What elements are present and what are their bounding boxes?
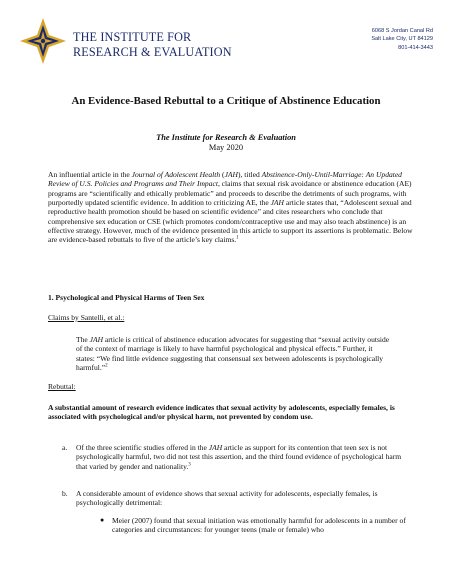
quote-text: article is critical of abstinence education advocates for suggesting that “sexual activity outside of the context of marriage is likely to have harmful psychological and physical effects.” Further, it states: “We find little evidence suggesting that consensual sex between adolescents is psychologically harmful.” xyxy=(76,335,390,373)
institute-logo xyxy=(19,17,67,65)
journal-abbrev: JAH xyxy=(89,335,104,344)
address-city: Salt Lake City, UT 84129 xyxy=(371,36,433,43)
claims-label: Claims by Santelli, et al.: xyxy=(48,313,125,322)
list-marker: b. xyxy=(62,489,68,498)
organization-address xyxy=(371,27,433,52)
intro-paragraph xyxy=(48,170,414,245)
byline-institute: The Institute for Research & Evaluation xyxy=(156,133,296,142)
intro-text: ), titled xyxy=(237,170,262,179)
bullet-item xyxy=(100,516,414,535)
document-date: May 2020 xyxy=(208,142,244,152)
diamond-starburst-logo-icon xyxy=(19,17,67,65)
journal-abbrev: JAH xyxy=(224,170,238,179)
section-heading: 1. Psychological and Physical Harms of Teen Sex xyxy=(48,293,205,302)
intro-text: , claims that sexual risk avoidance or abstinence education (AE) programs are “scientifically and ethically problematic” and proceeds to describe the detriments of such programs, with purportedly updated scientific evidence. In addition to criticizing AE, the xyxy=(48,179,412,208)
footnote-ref: 1 xyxy=(236,235,239,241)
intro-text: article states that, “Adolescent sexual and reproductive health promotion should be based on scientific evidence” and cites researchers who conclude that comprehensive sex education or CSE (which promotes condom/contraceptive use and may also teach abstinence) is an effective strategy. However, much of the evidence presented in this article to support its assertions is problematic. Below are evidence-based rebuttals to five of the article’s key claims. xyxy=(48,198,413,245)
list-marker: a. xyxy=(62,443,68,452)
phone-number: 801-414-3443 xyxy=(398,44,433,51)
document-title: An Evidence-Based Rebuttal to a Critique of Abstinence Education xyxy=(71,95,381,107)
organization-name xyxy=(73,30,232,59)
journal-name: Journal of Adolescent Health xyxy=(131,170,221,179)
list-item-text: A considerable amount of evidence shows that sexual activity for adolescents, especially females, is psychologically detrimental: xyxy=(76,489,378,508)
footnote-ref: 3 xyxy=(188,462,191,468)
intro-text: ( xyxy=(220,170,225,179)
org-name-line1: THE INSTITUTE FOR xyxy=(73,30,192,44)
intro-text: An influential article in the xyxy=(48,170,132,179)
journal-abbrev: JAH xyxy=(270,198,284,208)
quote-text: The xyxy=(76,335,90,344)
list-item xyxy=(62,443,414,471)
address-street: 6068 S Jordan Canal Rd xyxy=(371,28,433,34)
bullet-text: Meier (2007) found that sexual initiation was emotionally harmful for adolescents in a number of categories and circumstances: for younger teens (male or female) who xyxy=(112,516,406,535)
document-byline xyxy=(0,133,452,152)
rebuttal-thesis: A substantial amount of research evidence indicates that sexual activity by adolescents, especially females, is associated with psychological and/or physical harm, not prevented by condom use. xyxy=(48,403,395,422)
bullet-marker: ● xyxy=(100,516,105,524)
item-text: article as support for its contention that teen sex is not psychologically harmful, two did not test this assertion, and the third found evidence of psychological harm that varied by gender and nationality. xyxy=(76,443,402,471)
journal-abbrev: JAH xyxy=(208,443,223,452)
rebuttal-label: Rebuttal: xyxy=(48,382,76,391)
org-name-line2: RESEARCH & EVALUATION xyxy=(73,44,232,59)
list-item xyxy=(62,489,414,508)
list-item-text xyxy=(76,443,414,471)
claim-quote xyxy=(76,335,392,372)
item-text: Of the three scientific studies offered in the xyxy=(76,443,209,452)
article-title: Abstinence-Only-Until-Marriage: An Updated Review of U.S. Policies and Programs and Their Impact xyxy=(48,170,402,189)
footnote-ref: 2 xyxy=(105,363,108,369)
